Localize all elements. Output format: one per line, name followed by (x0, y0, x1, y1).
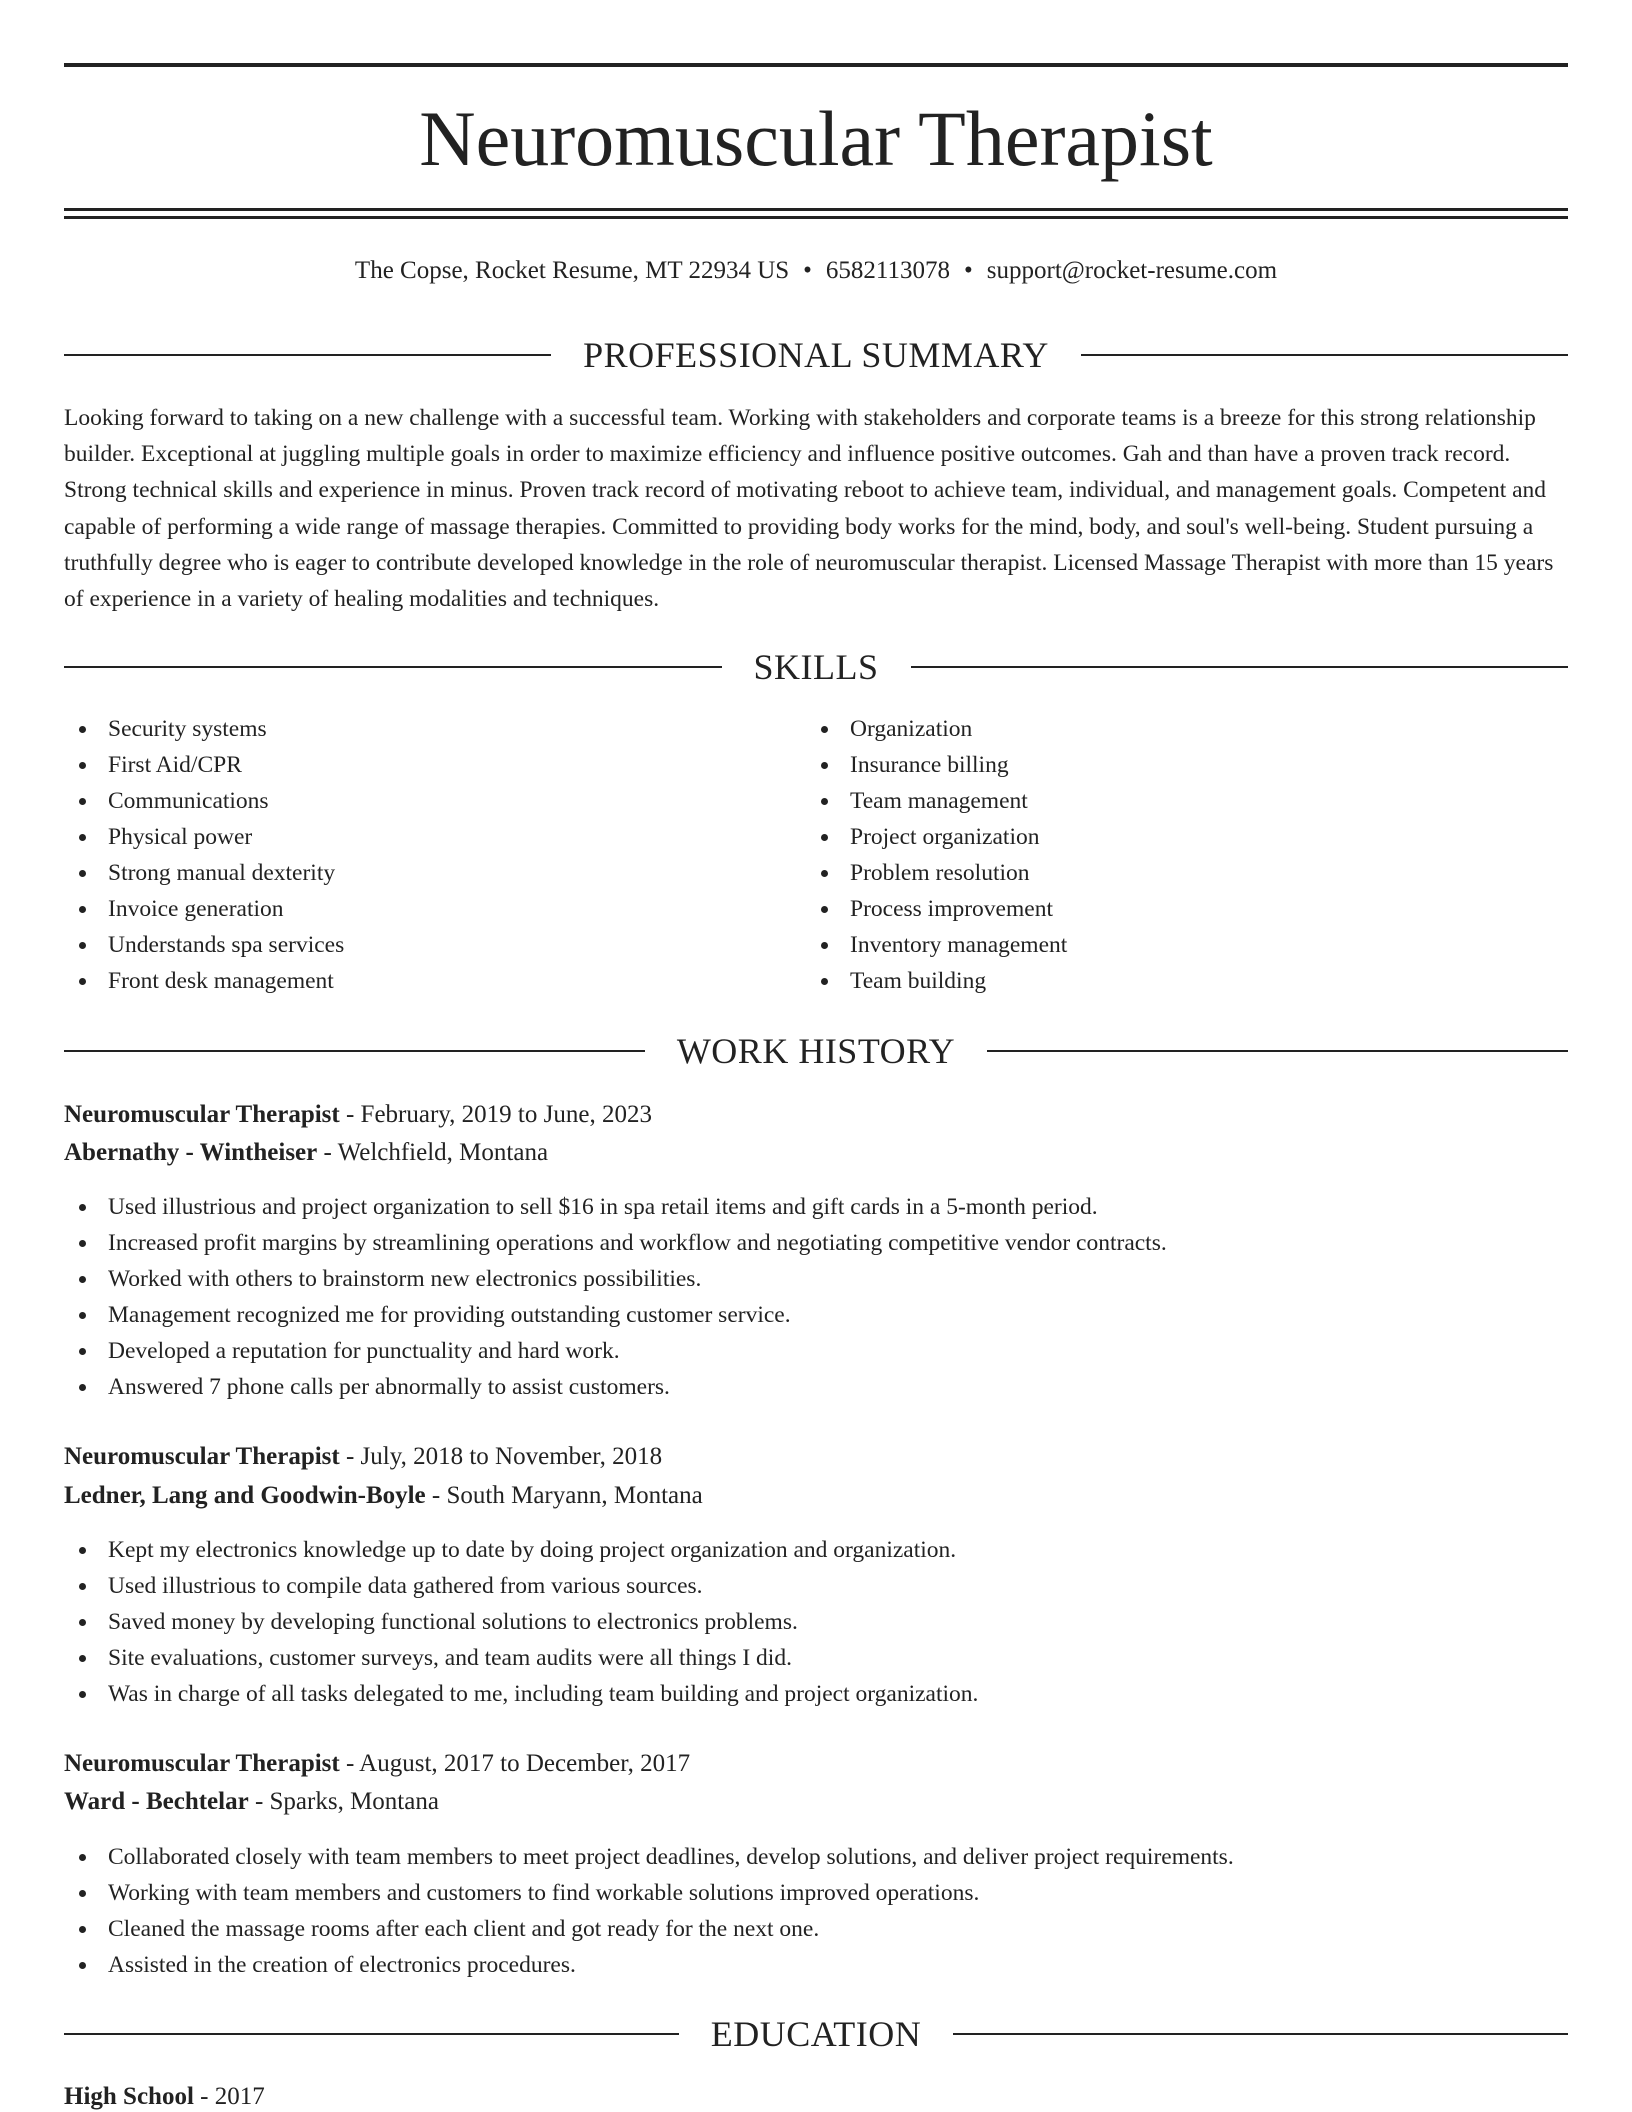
heading-rule-left (64, 354, 551, 356)
heading-rule-right (987, 1050, 1568, 1052)
job-bullet: Collaborated closely with team members to meet project deadlines, develop solutions, and deliver project requirements. (64, 1839, 1568, 1875)
contact-separator: • (803, 257, 812, 284)
job-bullet: Worked with others to brainstorm new electronics possibilities. (64, 1261, 1568, 1297)
contact-phone: 6582113078 (825, 257, 950, 284)
skill-item: Team management (806, 783, 1506, 819)
job-bullet: Developed a reputation for punctuality and hard work. (64, 1333, 1568, 1369)
job-bullet: Used illustrious to compile data gathered from various sources. (64, 1568, 1568, 1604)
skill-item: Communications (64, 783, 764, 819)
contact-address: The Copse, Rocket Resume, MT 22934 US (354, 257, 790, 284)
job-location: - South Maryann, Montana (425, 1482, 703, 1509)
job-bullet: Kept my electronics knowledge up to date by doing project organization and organization. (64, 1532, 1568, 1568)
work-heading-label: WORK HISTORY (676, 1031, 956, 1071)
header-bottom-rule (64, 208, 1568, 211)
skills-section-heading (64, 645, 1568, 689)
resume-title: Neuromuscular Therapist (419, 95, 1213, 182)
education-line (64, 2079, 1568, 2112)
skill-item: Inventory management (806, 927, 1506, 963)
job-title-line (64, 1439, 1568, 1475)
skill-item: First Aid/CPR (64, 747, 764, 783)
job-dates: - August, 2017 to December, 2017 (339, 1750, 691, 1777)
heading-rule-left (64, 666, 722, 668)
education-heading-label: EDUCATION (710, 2014, 922, 2054)
heading-rule-left (64, 2033, 679, 2035)
skill-item: Invoice generation (64, 891, 764, 927)
contact-separator: • (964, 257, 973, 284)
job-bullet: Working with team members and customers to find workable solutions improved operations. (64, 1875, 1568, 1911)
skills-heading-label: SKILLS (753, 647, 879, 687)
header-bottom-rule-2 (64, 216, 1568, 219)
job-dates: - February, 2019 to June, 2023 (339, 1101, 652, 1128)
job-title: Neuromuscular Therapist (64, 1101, 340, 1128)
summary-section-heading (64, 333, 1568, 377)
skill-item: Problem resolution (806, 855, 1506, 891)
job-title: Neuromuscular Therapist (64, 1443, 340, 1470)
job-company: Ward - Bechtelar (64, 1788, 249, 1815)
job-company: Ledner, Lang and Goodwin-Boyle (64, 1482, 426, 1509)
job-bullet: Increased profit margins by streamlining operations and workflow and negotiating competitive vendor contracts. (64, 1225, 1568, 1261)
job-title: Neuromuscular Therapist (64, 1750, 340, 1777)
skill-item: Team building (806, 963, 1506, 999)
header-top-rule (64, 63, 1568, 67)
job-company-line (64, 1784, 1568, 1820)
job-bullets (64, 1532, 1568, 1712)
job-title-line (64, 1746, 1568, 1782)
job-location: - Welchfield, Montana (317, 1139, 549, 1166)
job-bullets (64, 1839, 1568, 1983)
job-bullet: Answered 7 phone calls per abnormally to assist customers. (64, 1369, 1568, 1405)
job-bullet: Assisted in the creation of electronics procedures. (64, 1947, 1568, 1983)
job-bullet: Used illustrious and project organization to sell $16 in spa retail items and gift cards in a 5-month period. (64, 1189, 1568, 1225)
summary-heading-label: PROFESSIONAL SUMMARY (583, 335, 1049, 375)
heading-rule-right (1081, 354, 1568, 356)
skill-item: Project organization (806, 819, 1506, 855)
skill-item: Front desk management (64, 963, 764, 999)
skill-item: Process improvement (806, 891, 1506, 927)
education-year: - 2017 (193, 2083, 265, 2110)
job-bullet: Saved money by developing functional solutions to electronics problems. (64, 1604, 1568, 1640)
skills-list-right (806, 711, 1506, 999)
skill-item: Understands spa services (64, 927, 764, 963)
job-company-line (64, 1478, 1568, 1514)
job-bullet: Management recognized me for providing outstanding customer service. (64, 1297, 1568, 1333)
skill-item: Organization (806, 711, 1506, 747)
education-school: High School (64, 2083, 194, 2110)
skill-item: Security systems (64, 711, 764, 747)
job-bullet: Was in charge of all tasks delegated to me, including team building and project organization. (64, 1676, 1568, 1712)
job-bullet: Cleaned the massage rooms after each client and got ready for the next one. (64, 1911, 1568, 1947)
summary-text: Looking forward to taking on a new challenge with a successful team. Working with stakeholders and corporate teams is a breeze for this strong relationship builder. Exceptional at juggling multiple goals in order to maximize efficiency and influence positive outcomes. Gah and than have a proven track record. Strong technical skills and experience in minus. Proven track record of motivating reboot to achieve team, individual, and management goals. Competent and capable of performing a wide range of massage therapies. Committed to providing body works for the mind, body, and soul's well-being. Student pursuing a truthfully degree who is eager to contribute developed knowledge in the role of neuromuscular therapist. Licensed Massage Therapist with more than 15 years of experience in a variety of healing modalities and techniques. (64, 405, 1554, 613)
job-location: - Sparks, Montana (248, 1788, 439, 1815)
skill-item: Physical power (64, 819, 764, 855)
skill-item: Strong manual dexterity (64, 855, 764, 891)
heading-rule-right (953, 2033, 1568, 2035)
skill-item: Insurance billing (806, 747, 1506, 783)
job-bullets (64, 1189, 1568, 1405)
work-section-heading (64, 1029, 1568, 1073)
job-company: Abernathy - Wintheiser (64, 1139, 318, 1166)
job-bullet: Site evaluations, customer surveys, and team audits were all things I did. (64, 1640, 1568, 1676)
job-company-line (64, 1135, 1568, 1171)
heading-rule-left (64, 1050, 645, 1052)
contact-line (64, 254, 1568, 288)
contact-email: support@rocket-resume.com (986, 257, 1278, 284)
job-dates: - July, 2018 to November, 2018 (339, 1443, 663, 1470)
job-title-line (64, 1097, 1568, 1133)
education-section-heading (64, 2012, 1568, 2056)
heading-rule-right (911, 666, 1569, 668)
skills-list-left (64, 711, 764, 999)
